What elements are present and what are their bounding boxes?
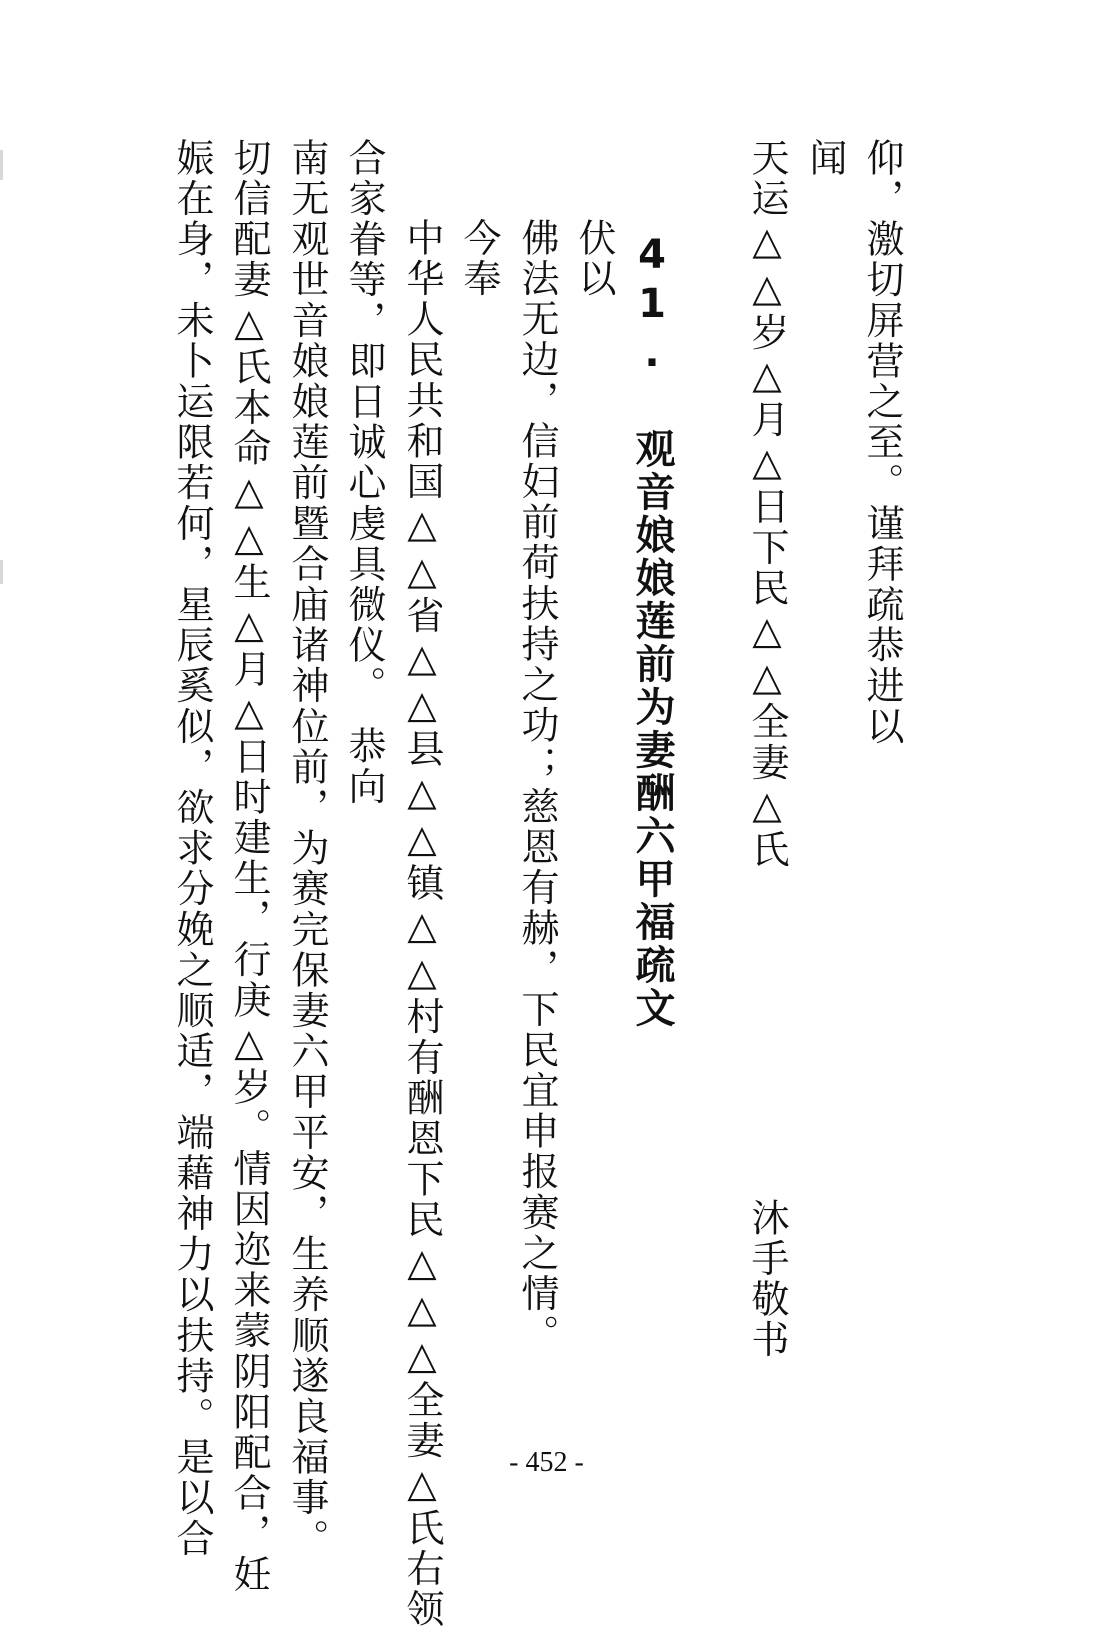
text-column-12: 娠在身，未卜运限若何，星辰奚似，欲求分娩之顺适，端藉神力以扶持。是以合 xyxy=(170,138,214,1559)
text-column-8: 中华人民共和国△△省△△县△△镇△△村有酬恩下民△△△全妻△氏右领 xyxy=(400,218,444,1630)
text-column-9: 合家眷等，即日诚心虔具微仪。 xyxy=(342,138,386,707)
text-column-11: 切信配妻△氏本命△△生△月△日时建生，行庚△岁。情因迩来蒙阴阳配合，妊 xyxy=(227,138,271,1595)
text-column-5: 伏以 xyxy=(572,218,616,300)
text-column-1: 仰，激切屏营之至。谨拜疏恭进以 xyxy=(860,138,904,747)
scan-edge-mark xyxy=(0,560,3,584)
page-number: - 452 - xyxy=(509,1447,584,1478)
text-column-9-right: 恭向 xyxy=(342,726,386,808)
text-column-2: 闻 xyxy=(803,138,847,179)
text-column-7: 今奉 xyxy=(457,218,501,300)
scan-edge-mark xyxy=(0,150,3,180)
text-column-10: 南无观世音娘娘莲前暨合庙诸神位前，为赛完保妻六甲平安，生养顺遂良福事。 xyxy=(285,138,329,1559)
page-title: 41. 观音娘娘莲前为妻酬六甲福疏文 xyxy=(629,232,675,1030)
text-column-3: 天运△△岁△月△日下民△△全妻△氏 xyxy=(745,138,789,871)
text-column-6: 佛法无边，信妇前荷扶持之功；慈恩有赫，下民宜申报赛之情。 xyxy=(515,218,559,1355)
signature-column: 沐手敬书 xyxy=(745,1198,789,1361)
